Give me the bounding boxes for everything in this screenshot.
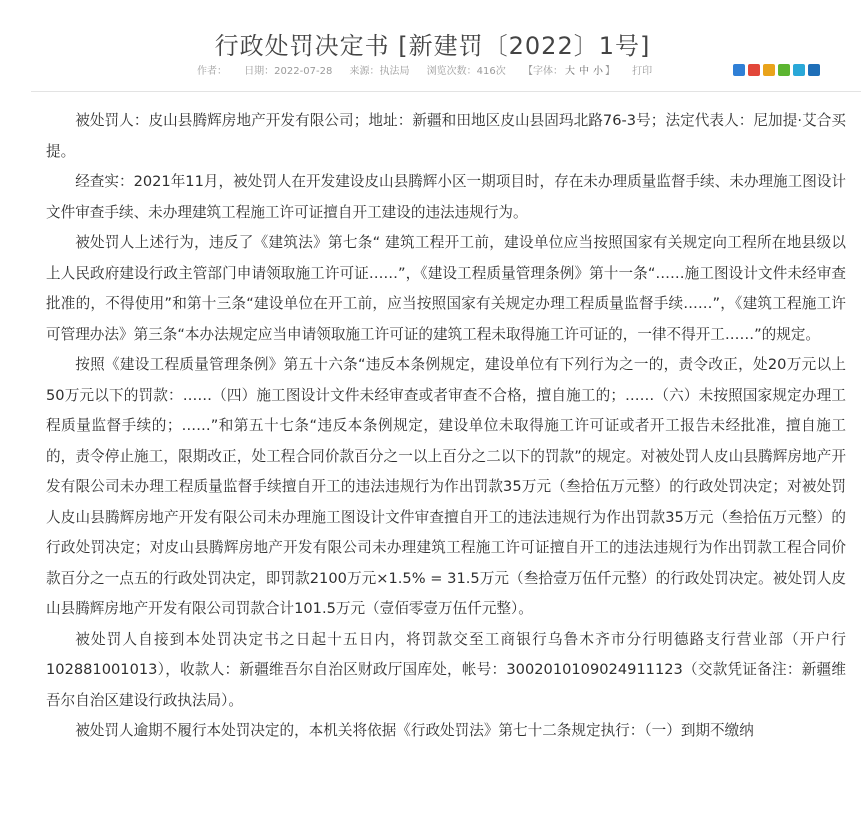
weibo-icon[interactable] xyxy=(748,64,760,76)
paragraph-party: 被处罚人：皮山县腾辉房地产开发有限公司；地址：新疆和田地区皮山县固玛北路76-3号；法定代表人：尼加提·艾合买提。 xyxy=(46,112,846,160)
article-body xyxy=(46,106,846,747)
header-divider xyxy=(31,91,861,92)
font-size-control xyxy=(523,66,615,77)
paragraph-violation: 被处罚人上述行为，违反了《建筑法》第七条“ 建筑工程开工前，建设单位应当按照国家有关规定向工程所在地县级以上人民政府建设行政主管部门申请领取施工许可证……”，《建设工程质量管理条例》第十一条“……施工图设计文件未经审查批准的，不得使用”和第十三条“建设单位在开工前，应当按照国家有关规定办理工程质量监督手续……”，《建筑工程施工许可管理办法》第三条“本办法规定应当申请领取施工许可证的建筑工程未取得施工许可证的，一律不得开工……”的规定。 xyxy=(46,234,846,343)
paragraph-enforcement: 被处罚人逾期不履行本处罚决定的，本机关将依据《行政处罚法》第七十二条规定执行：（一）到期不缴纳 xyxy=(75,722,754,739)
source-label: 来源：执法局 xyxy=(349,66,410,77)
share-plus-icon[interactable] xyxy=(733,64,745,76)
font-size-close: 】 xyxy=(604,66,615,77)
font-size-label: 【字体： xyxy=(522,66,563,77)
publish-date: 日期：2022-07-28 xyxy=(244,66,333,77)
share-bar xyxy=(733,64,820,76)
font-size-large-link[interactable]: 大 xyxy=(564,66,575,77)
font-size-small-link[interactable]: 小 xyxy=(592,66,603,77)
font-size-medium-link[interactable]: 中 xyxy=(578,66,589,77)
paragraph-findings: 经查实：2021年11月，被处罚人在开发建设皮山县腾辉小区一期项目时，存在未办理质量监督手续、未办理施工图设计文件审查手续、未办理建筑工程施工许可证擅自开工建设的违法违规行为。 xyxy=(46,173,846,221)
paragraph-penalty: 按照《建设工程质量管理条例》第五十六条“违反本条例规定，建设单位有下列行为之一的，责令改正，处20万元以上50万元以下的罚款：……（四）施工图设计文件未经审查或者审查不合格，擅自施工的；……（六）未按照国家规定办理工程质量监督手续的；……”和第五十七条“违反本条例规定，建设单位未取得施工许可证或者开工报告未经批准，擅自施工的，责令停止施工，限期改正，处工程合同价款百分之一以上百分之二以下的罚款”的规定。对被处罚人皮山县腾辉房地产开发有限公司未办理工程质量监督手续擅自开工的违法违规行为作出罚款35万元（叁拾伍万元整）的行政处罚决定；对被处罚人皮山县腾辉房地产开发有限公司未办理施工图设计文件审查擅自开工的违法违规行为作出罚款35万元（叁拾伍万元整）的行政处罚决定；对皮山县腾辉房地产开发有限公司未办理建筑工程施工许可证擅自开工的违法违规行为作出罚款工程合同价款百分之一点五的行政处罚决定，即罚款2100万元×1.5% = 31.5万元（叁拾壹万伍仟元整）的行政处罚决定。被处罚人皮山县腾辉房地产开发有限公司罚款合计101.5万元（壹佰零壹万伍仟元整）。 xyxy=(46,356,846,617)
tencent-weibo-icon[interactable] xyxy=(793,64,805,76)
author-label: 作者： xyxy=(197,66,227,77)
print-link[interactable]: 打印 xyxy=(632,66,653,77)
page-title: 行政处罚决定书 [新建罚〔2022〕1号] xyxy=(214,32,651,60)
wechat-icon[interactable] xyxy=(778,64,790,76)
qzone-icon[interactable] xyxy=(763,64,775,76)
renren-icon[interactable] xyxy=(808,64,820,76)
view-count: 浏览次数：416次 xyxy=(426,66,506,77)
paragraph-payment: 被处罚人自接到本处罚决定书之日起十五日内，将罚款交至工商银行乌鲁木齐市分行明德路支行营业部（开户行102881001013），收款人：新疆维吾尔自治区财政厅国库处，帐号：3002010109024911123（交款凭证备注：新疆维吾尔自治区建设行政执法局）。 xyxy=(46,630,846,709)
article-meta xyxy=(197,62,666,77)
